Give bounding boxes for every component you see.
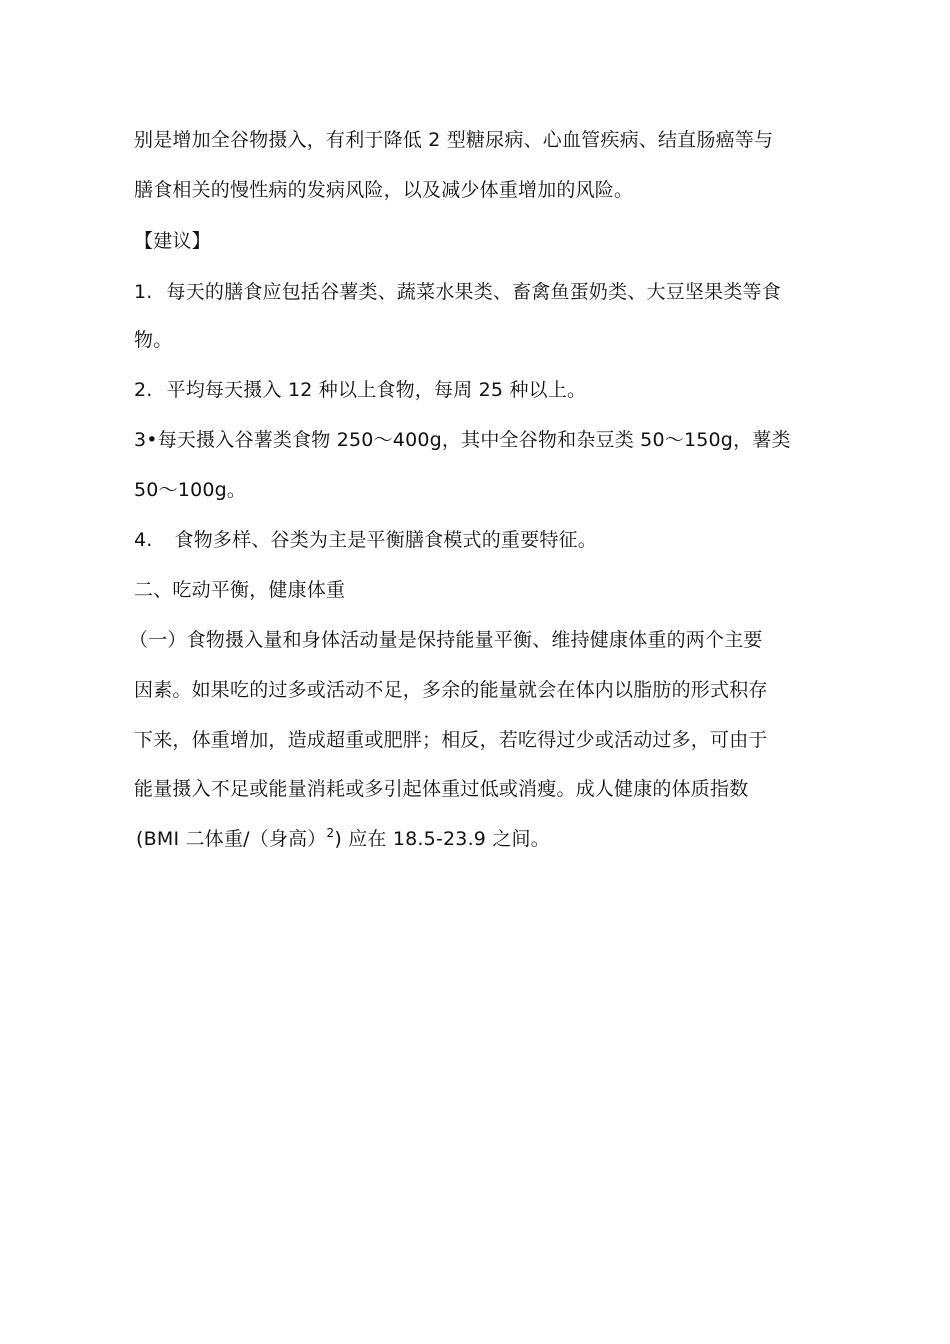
list-item-number: 4. (134, 529, 153, 551)
list-item-1-continuation: 物。 (134, 329, 173, 351)
list-item-4 (134, 528, 597, 552)
list-item-text: 平均每天摄入 12 种以上食物，每周 25 种以上。 (166, 379, 587, 401)
list-item-number: 1. (134, 281, 153, 303)
paragraph-line: 因素。如果吃的过多或活动不足，多余的能量就会在体内以脂肪的形式积存 (134, 679, 768, 701)
paragraph-line: 下来，体重增加，造成超重或肥胖；相反，若吃得过少或活动过多，可由于 (134, 729, 768, 751)
superscript-exponent: 2 (326, 826, 335, 840)
list-item-2 (134, 378, 586, 402)
bmi-formula-line (136, 827, 550, 851)
list-item-3: 3•每天摄入谷薯类食物 250〜400g，其中全谷物和杂豆类 50〜150g，薯类 (134, 429, 791, 451)
section-heading: 二、吃动平衡，健康体重 (134, 579, 346, 601)
list-item-number: 2. (134, 379, 153, 401)
suggestion-heading: 【建议】 (134, 230, 211, 252)
list-item-3-continuation: 50〜100g。 (134, 479, 247, 501)
list-item-text: 食物多样、谷类为主是平衡膳食模式的重要特征。 (174, 529, 597, 551)
bmi-range-text: ) 应在 18.5-23.9 之间。 (334, 828, 550, 850)
list-item-1 (134, 280, 781, 304)
paragraph-line: （一）食物摄入量和身体活动量是保持能量平衡、维持健康体重的两个主要 (129, 629, 763, 651)
bmi-formula-text: (BMI 二体重/（身高） (136, 828, 327, 850)
paragraph-line: 能量摄入不足或能量消耗或多引起体重过低或消瘦。成人健康的体质指数 (134, 778, 749, 800)
paragraph-line: 膳食相关的慢性病的发病风险，以及减少体重增加的风险。 (134, 179, 634, 201)
list-item-text: 每天的膳食应包括谷薯类、蔬菜水果类、畜禽鱼蛋奶类、大豆坚果类等食 (166, 281, 781, 303)
paragraph-line: 别是增加全谷物摄入，有利于降低 2 型糖尿病、心血管疾病、结直肠癌等与 (134, 129, 774, 151)
